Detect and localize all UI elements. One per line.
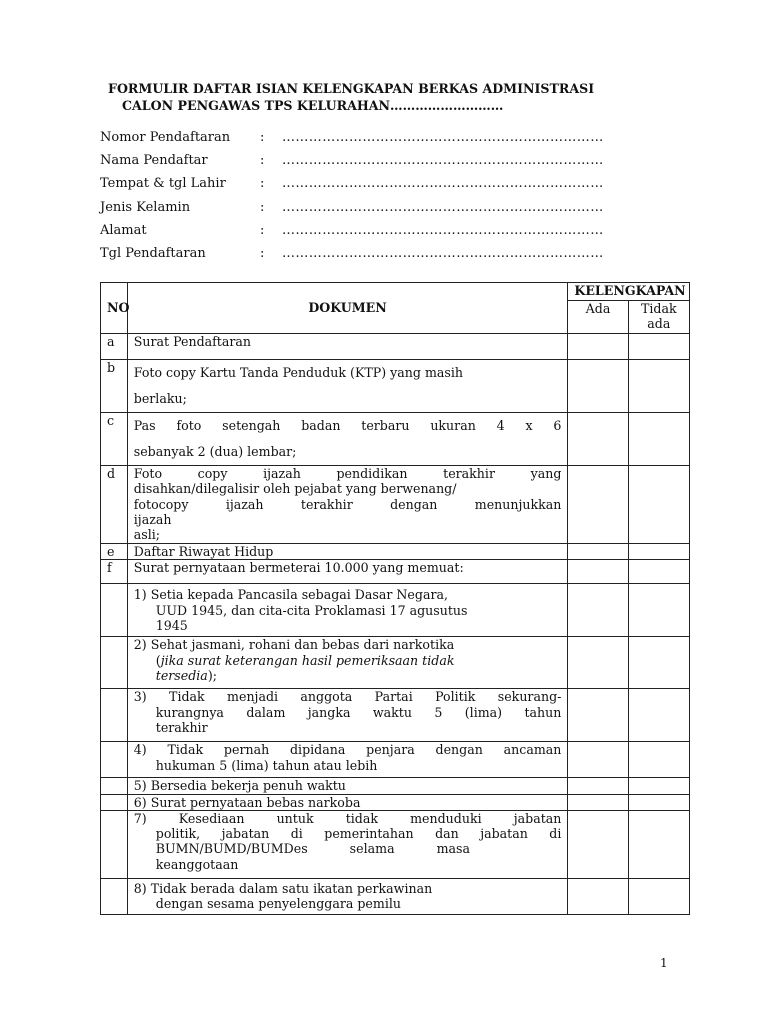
row-no-empty — [101, 778, 128, 794]
row-document-line: asli; — [133, 527, 161, 543]
row-no: a — [101, 334, 128, 360]
header-tidak-ada-line-2: ada — [647, 316, 671, 332]
field-colon: : — [260, 246, 265, 262]
checkbox-tidak-ada[interactable] — [628, 637, 689, 689]
checkbox-ada[interactable] — [568, 334, 628, 360]
field-fill-line[interactable]: ……………………………………………………………… — [282, 199, 604, 215]
sub-item-line: 4) Tidak pernah dipidana penjara dengan ancaman — [133, 742, 562, 758]
sub-item-document: 6) Surat pernyataan bebas narkoba — [127, 794, 568, 810]
sub-item-document — [127, 637, 568, 689]
checkbox-ada[interactable] — [568, 560, 628, 584]
header-tidak-ada-line-1: Tidak — [640, 301, 677, 316]
sub-item-row — [101, 794, 690, 810]
checkbox-tidak-ada[interactable] — [628, 360, 689, 413]
sub-item-row — [101, 778, 690, 794]
table-row — [101, 360, 690, 413]
header-kelengkapan: KELENGKAPAN — [568, 283, 690, 301]
sub-item-line: keanggotaan — [155, 856, 239, 872]
sub-item-text: ( — [155, 652, 161, 668]
row-no-empty — [101, 794, 128, 810]
sub-item-line: kurangnya dalam jangka waktu 5 (lima) tahun — [155, 704, 562, 720]
table-row — [101, 560, 690, 584]
form-title — [108, 80, 708, 114]
sub-item-text: ); — [207, 667, 217, 683]
field-row-tempat-tgl-lahir — [100, 172, 674, 195]
field-fill-line[interactable]: ……………………………………………………………… — [282, 130, 604, 146]
form-title-line-1: FORMULIR DAFTAR ISIAN KELENGKAPAN BERKAS ADMINISTRASI — [108, 81, 595, 96]
row-no: b — [101, 360, 128, 413]
table-header-row — [101, 283, 690, 301]
checkbox-tidak-ada[interactable] — [628, 466, 689, 544]
sub-item-row — [101, 810, 690, 878]
sub-item-line: 1) Setia kepada Pancasila sebagai Dasar Negara, — [133, 587, 448, 603]
sub-item-document — [127, 584, 568, 637]
row-document-line: ijazah — [133, 511, 172, 527]
field-label: Nama Pendaftar — [100, 153, 208, 169]
checkbox-tidak-ada[interactable] — [628, 334, 689, 360]
sub-item-document: 5) Bersedia bekerja penuh waktu — [127, 778, 568, 794]
row-no-empty — [101, 689, 128, 742]
checkbox-tidak-ada[interactable] — [628, 778, 689, 794]
row-document — [127, 413, 568, 466]
checkbox-tidak-ada[interactable] — [628, 689, 689, 742]
field-colon: : — [260, 222, 265, 238]
checkbox-ada[interactable] — [568, 637, 628, 689]
checkbox-tidak-ada[interactable] — [628, 878, 689, 914]
sub-item-document — [127, 878, 568, 914]
sub-item-line — [134, 841, 562, 856]
field-colon: : — [260, 153, 265, 169]
field-row-nama-pendaftar — [100, 149, 674, 172]
checkbox-ada[interactable] — [568, 584, 628, 637]
field-fill-line[interactable]: ……………………………………………………………… — [282, 222, 604, 238]
sub-item-italic-text: jika surat keterangan hasil pemeriksaan tidak — [160, 652, 455, 668]
sub-item-line: 3) Tidak menjadi anggota Partai Politik sekurang- — [133, 689, 562, 705]
field-row-alamat — [100, 219, 674, 242]
page-number: 1 — [660, 956, 668, 970]
row-no: d — [101, 466, 128, 544]
row-document: Surat Pendaftaran — [127, 334, 568, 360]
field-row-nomor-pendaftaran — [100, 126, 674, 149]
checkbox-ada[interactable] — [568, 689, 628, 742]
row-no: e — [101, 544, 128, 560]
row-no-empty — [101, 637, 128, 689]
row-document-line: sebanyak 2 (dua) lembar; — [133, 444, 297, 459]
sub-item-document — [127, 810, 568, 878]
sub-item-line: 2) Sehat jasmani, rohani dan bebas dari narkotika — [133, 637, 455, 653]
checkbox-ada[interactable] — [568, 878, 628, 914]
checkbox-tidak-ada[interactable] — [628, 413, 689, 466]
sub-item-document — [127, 689, 568, 742]
sub-item-line: 1945 — [155, 617, 188, 633]
table-row — [101, 413, 690, 466]
checkbox-ada[interactable] — [568, 360, 628, 413]
field-label: Tgl Pendaftaran — [100, 246, 206, 262]
field-fill-line[interactable]: ……………………………………………………………… — [282, 153, 604, 169]
row-no-empty — [101, 878, 128, 914]
document-checklist-table — [100, 282, 690, 915]
table-row — [101, 544, 690, 560]
row-document — [127, 360, 568, 413]
checkbox-ada[interactable] — [568, 810, 628, 878]
row-document-line: Foto copy ijazah pendidikan terakhir yang — [133, 466, 562, 481]
field-label: Tempat & tgl Lahir — [100, 176, 226, 192]
row-document-line: fotocopy ijazah terakhir dengan menunjukkan — [133, 496, 562, 512]
row-document-line: berlaku; — [133, 391, 187, 406]
row-document — [127, 466, 568, 544]
checkbox-ada[interactable] — [568, 778, 628, 794]
row-document-line: Foto copy Kartu Tanda Penduduk (KTP) yang masih — [133, 365, 463, 380]
header-dokumen: DOKUMEN — [127, 283, 568, 334]
row-document-line: disahkan/dilegalisir oleh pejabat yang berwenang/ — [133, 481, 457, 497]
row-document-line: Pas foto setengah badan terbaru ukuran 4 x 6 — [133, 418, 562, 433]
checkbox-ada[interactable] — [568, 794, 628, 810]
sub-item-row — [101, 637, 690, 689]
sub-item-italic-text: tersedia — [155, 667, 208, 683]
checkbox-tidak-ada[interactable] — [628, 544, 689, 560]
header-tidak-ada — [628, 301, 689, 334]
table-row — [101, 334, 690, 360]
checkbox-ada[interactable] — [568, 544, 628, 560]
field-label: Nomor Pendaftaran — [100, 130, 231, 146]
sub-item-line: UUD 1945, dan cita-cita Proklamasi 17 agusutus — [155, 602, 468, 618]
sub-item-row — [101, 878, 690, 914]
checkbox-ada[interactable] — [568, 466, 628, 544]
checkbox-tidak-ada[interactable] — [628, 742, 689, 778]
sub-item-line — [134, 668, 562, 683]
sub-item-document — [127, 742, 568, 778]
header-ada: Ada — [568, 301, 628, 334]
sub-item-line — [134, 653, 562, 668]
field-fill-line[interactable]: ……………………………………………………………… — [282, 176, 604, 192]
field-colon: : — [260, 130, 265, 146]
sub-item-row — [101, 689, 690, 742]
row-no-empty — [101, 742, 128, 778]
sub-item-line: hukuman 5 (lima) tahun atau lebih — [155, 757, 378, 773]
row-no: f — [101, 560, 128, 584]
sub-item-line: terakhir — [155, 719, 208, 735]
row-document: Daftar Riwayat Hidup — [127, 544, 568, 560]
row-document: Surat pernyataan bermeterai 10.000 yang memuat: — [127, 560, 568, 584]
field-colon: : — [260, 199, 265, 215]
field-fill-line[interactable]: ……………………………………………………………… — [282, 246, 604, 262]
checkbox-tidak-ada[interactable] — [628, 794, 689, 810]
checkbox-ada[interactable] — [568, 742, 628, 778]
sub-item-row — [101, 584, 690, 637]
applicant-fields — [100, 126, 674, 265]
field-label: Alamat — [100, 222, 147, 238]
checkbox-tidak-ada[interactable] — [628, 810, 689, 878]
row-no-empty — [101, 810, 128, 878]
header-no: NO — [101, 283, 128, 334]
checkbox-tidak-ada[interactable] — [628, 584, 689, 637]
sub-item-text: BUMN/BUMD/BUMDes selama masa — [155, 841, 471, 857]
sub-item-row — [101, 742, 690, 778]
field-label: Jenis Kelamin — [100, 199, 191, 215]
form-title-line-2: CALON PENGAWAS TPS KELURAHAN……………………… — [122, 98, 504, 113]
checkbox-tidak-ada[interactable] — [628, 560, 689, 584]
sub-item-line: politik, jabatan di pemerintahan dan jabatan di — [155, 826, 562, 842]
sub-item-line: 7) Kesediaan untuk tidak menduduki jabatan — [133, 810, 562, 826]
field-colon: : — [260, 176, 265, 192]
field-row-tgl-pendaftaran — [100, 242, 674, 265]
sub-item-line: 8) Tidak berada dalam satu ikatan perkawinan — [133, 880, 433, 896]
table-row — [101, 466, 690, 544]
row-no-empty — [101, 584, 128, 637]
checkbox-ada[interactable] — [568, 413, 628, 466]
row-no: c — [101, 413, 128, 466]
sub-item-line: dengan sesama penyelenggara pemilu — [155, 896, 401, 912]
field-row-jenis-kelamin — [100, 196, 674, 219]
